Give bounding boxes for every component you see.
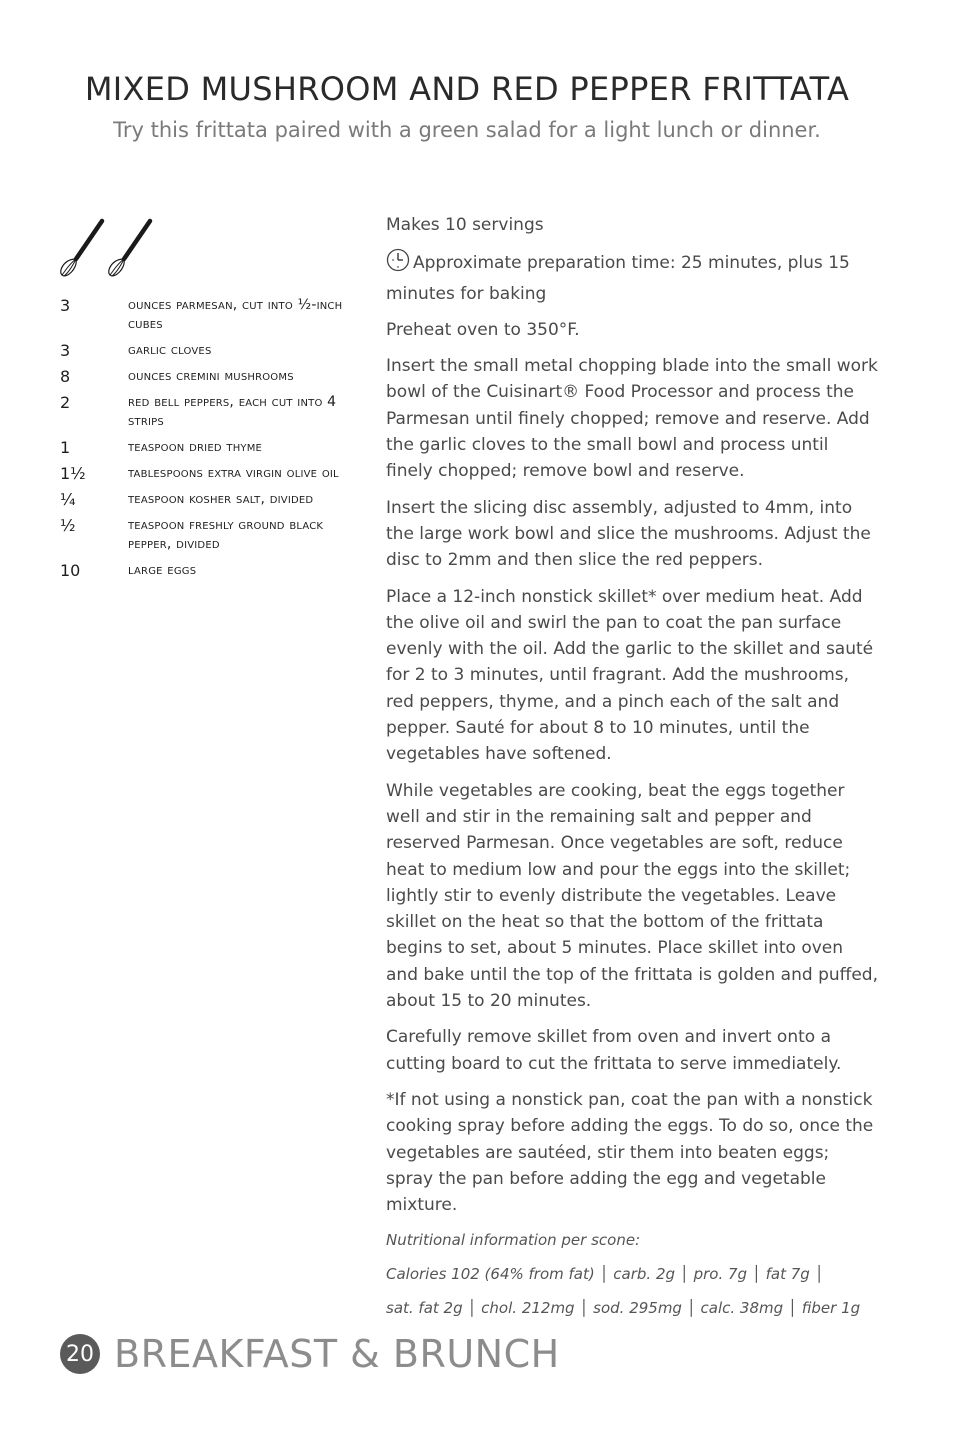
ingredient-row xyxy=(60,393,360,431)
ingredient-quantity: 3 xyxy=(60,296,71,315)
ingredient-name: red bell peppers, each cut into 4 strips xyxy=(128,394,337,429)
ingredient-name: teaspoon freshly ground black pepper, divided xyxy=(128,517,324,552)
page-number: 20 xyxy=(60,1334,100,1374)
ingredient-name: large eggs xyxy=(128,562,197,578)
ingredient-quantity: 1½ xyxy=(60,464,86,483)
nutrition-line: Calories 102 (64% from fat) │ carb. 2g │ pro. 7g │ fat 7g │ xyxy=(386,1265,824,1284)
ingredient-quantity: 2 xyxy=(60,393,71,412)
step: Insert the slicing disc assembly, adjusted to 4mm, into the large work bowl and slice the mushrooms. Adjust the disc to 2mm and then slice the red peppers. xyxy=(386,497,871,571)
ingredient-quantity: 3 xyxy=(60,341,71,360)
step: Place a 12-inch nonstick skillet* over medium heat. Add the olive oil and swirl the pan to coat the pan surface evenly with the oil. Add the garlic to the skillet and sauté for 2 to 3 minutes, until fragrant. Add the mushrooms, red peppers, thyme, and a pinch each of the salt and pepper. Sauté for about 8 to 10 minutes, until the vegetables have softened. xyxy=(386,586,874,765)
prep-time-text: Approximate preparation time: 25 minutes, plus 15 minutes for baking xyxy=(386,253,850,304)
ingredient-name: garlic cloves xyxy=(128,342,212,358)
ingredient-name: ounces cremini mushrooms xyxy=(128,368,294,384)
ingredient-quantity: 1 xyxy=(60,438,71,457)
step: Carefully remove skillet from oven and invert onto a cutting board to cut the frittata to serve immediately. xyxy=(386,1027,842,1074)
step: Insert the small metal chopping blade into the small work bowl of the Cuisinart® Food Processor and process the Parmesan until finely chopped; remove and reserve. Add the garlic cloves to the small bowl and process until finely chopped; remove bowl and reserve. xyxy=(386,356,878,482)
ingredient-quantity: 10 xyxy=(60,561,81,580)
recipe-instructions xyxy=(386,212,878,1330)
ingredient-row xyxy=(60,341,360,360)
ingredient-list xyxy=(60,296,360,587)
ingredient-row xyxy=(60,516,360,554)
recipe-subtitle: Try this frittata paired with a green salad for a light lunch or dinner. xyxy=(113,118,821,142)
difficulty-rating xyxy=(56,215,166,285)
footnote: *If not using a nonstick pan, coat the pan with a nonstick cooking spray before adding the eggs. To do so, once the vegetables are sautéed, stir them into beaten eggs; spray the pan before adding the egg and vegetable mixture. xyxy=(386,1089,874,1216)
ingredient-quantity: 8 xyxy=(60,367,71,386)
ingredient-row xyxy=(60,561,360,580)
ingredient-quantity: ¼ xyxy=(60,490,76,509)
ingredient-name: teaspoon dried thyme xyxy=(128,439,263,455)
ingredient-row xyxy=(60,490,360,509)
section-title: BREAKFAST & BRUNCH xyxy=(114,1332,560,1376)
servings: Makes 10 servings xyxy=(386,215,544,235)
ingredient-name: tablespoons extra virgin olive oil xyxy=(128,465,339,481)
ingredient-row xyxy=(60,367,360,386)
nutrition-line: sat. fat 2g │ chol. 212mg │ sod. 295mg │ calc. 38mg │ fiber 1g xyxy=(386,1299,861,1318)
ingredient-quantity: ½ xyxy=(60,516,76,535)
recipe-title: MIXED MUSHROOM AND RED PEPPER FRITTATA xyxy=(84,70,850,108)
ingredient-row xyxy=(60,438,360,457)
ingredient-row xyxy=(60,464,360,483)
ingredient-row xyxy=(60,296,360,334)
clock-icon xyxy=(386,248,410,280)
prep-time xyxy=(386,248,878,307)
step: Preheat oven to 350°F. xyxy=(386,319,580,340)
page-footer xyxy=(60,1332,560,1376)
ingredient-name: ounces parmesan, cut into ½-inch cubes xyxy=(128,297,343,332)
nutrition-heading: Nutritional information per scone: xyxy=(386,1231,641,1250)
whisk-icon xyxy=(56,215,166,281)
ingredient-name: teaspoon kosher salt, divided xyxy=(128,491,314,507)
step: While vegetables are cooking, beat the eggs together well and stir in the remaining salt and pepper and reserved Parmesan. Once vegetables are soft, reduce heat to medium low and pour the eggs into the skillet; lightly stir to evenly distribute the vegetables. Leave skillet on the heat so that the bottom of the frittata begins to set, about 5 minutes. Place skillet into oven and bake until the top of the frittata is golden and puffed, about 15 to 20 minutes. xyxy=(386,780,878,1012)
